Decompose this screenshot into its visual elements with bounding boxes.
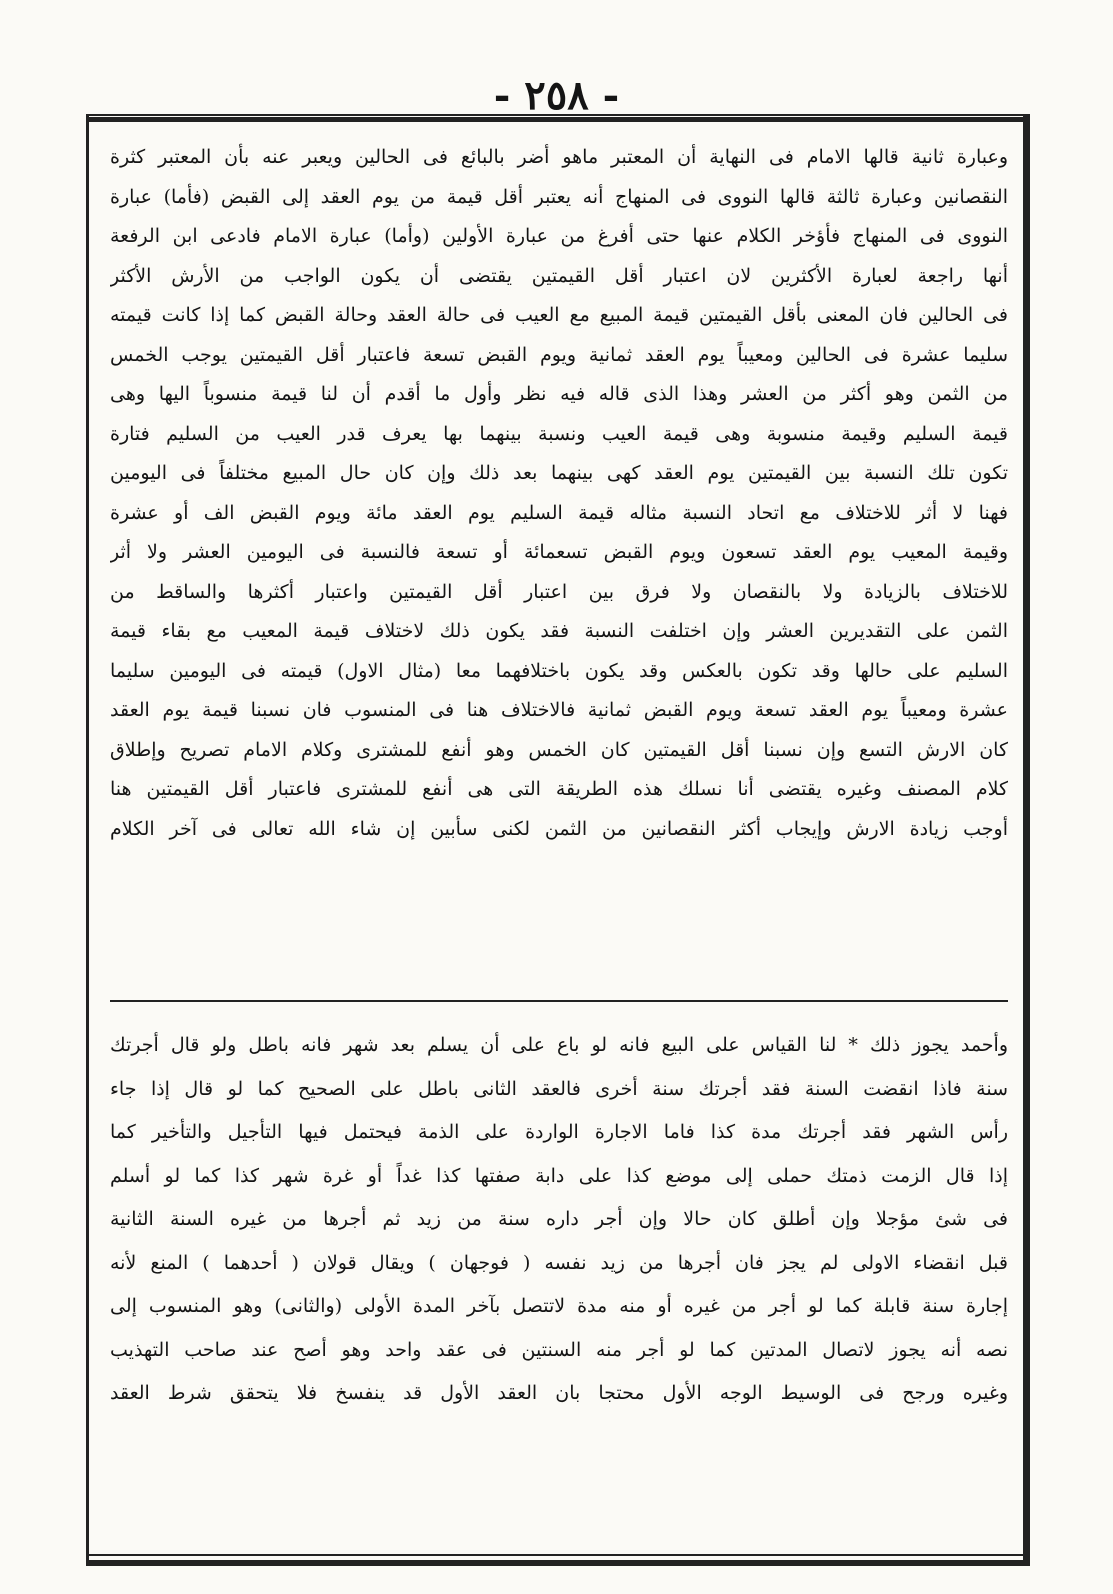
footnote-line: إجارة سنة قابلة كما لو أجر من غيره أو منه مدة لاتتصل بآخر المدة الأولى (والثانى) وهو المنسوب إلى xyxy=(110,1295,1008,1317)
main-line: عشرة ومعيباً يوم العقد تسعة ويوم القبض ثمانية فالاختلاف هنا فى المنسوب فان نسبنا قيمة يوم العقد xyxy=(110,699,1008,721)
main-line: فهنا لا أثر للاختلاف مع اتحاد النسبة مثاله قيمة السليم يوم العقد مائة ويوم القبض الف أو عشرة xyxy=(110,501,1008,524)
main-line: السليم على حالها وقد تكون بالعكس وقد يكون باختلافهما معا (مثال الاول) قيمته فى اليومين سليما xyxy=(110,659,1008,682)
main-line: النقصانين وعبارة ثالثة قالها النووى فى المنهاج أنه يعتبر أقل قيمة من يوم العقد إلى القبض (فأما) عبارة xyxy=(110,185,1008,208)
top-double-rule xyxy=(86,114,1030,122)
footnote-line: فى شئ مؤجلا وإن أطلق كان حالا وإن أجر داره سنة من زيد ثم أجرها من غيره السنة الثانية xyxy=(110,1208,1008,1230)
main-line: سليما عشرة فى الحالين ومعيباً يوم العقد ثمانية ويوم القبض تسعة فاعتبار أقل القيمتين يوجب الخمس xyxy=(110,343,1008,366)
footnote-text xyxy=(110,1024,1008,1416)
footnote-line: قبل انقضاء الاولى لم يجز فان أجرها من زيد نفسه ( فوجهان ) ويقال قولان ( أحدهما ) المنع لأنه xyxy=(110,1251,1008,1274)
main-line: فى الحالين فان المعنى بأقل القيمتين قيمة المبيع مع العيب فى حالة العقد وحالة القبض كما إذا كانت قيمته xyxy=(110,304,1008,326)
main-line: الثمن على التقديرين العشر وإن اختلفت النسبة فقد يكون ذلك لاختلاف قيمة المعيب مع بقاء قيمة xyxy=(110,620,1008,642)
main-line: أنها راجعة لعبارة الأكثرين لان اعتبار أقل القيمتين يقتضى أن يكون الواجب من الأرش الأكثر xyxy=(110,264,1008,287)
footnote-line: نصه أنه يجوز لاتصال المدتين كما لو أجر منه السنتين فى عقد واحد وهو أصح عند صاحب التهذيب xyxy=(110,1338,1008,1361)
main-line: كلام المصنف وغيره يقتضى أنا نسلك هذه الطريقة التى هى أنفع للمشترى فاعتبار أقل القيمتين هنا xyxy=(110,778,1008,800)
main-line: أوجب زيادة الارش وإيجاب أكثر النقصانين من الثمن لكنى سأبين إن شاء الله تعالى فى آخر الكلام xyxy=(110,817,1008,840)
main-line: تكون تلك النسبة بين القيمتين يوم العقد كهى بينهما بعد ذلك وإن كان حال المبيع مختلفاً فى اليومين xyxy=(110,462,1008,484)
page-number: - ٢٥٨ - xyxy=(493,72,620,119)
footnote-divider xyxy=(110,1000,1008,1002)
main-line: قيمة السليم وقيمة منسوبة وهى قيمة العيب ونسبة بينهما بها يعرف قدر العيب من السليم فتارة xyxy=(110,422,1008,445)
main-line: للاختلاف بالزيادة ولا بالنقصان ولا فرق بين اعتبار أقل القيمتين واعتبار أكثرها والساقط من xyxy=(110,580,1008,603)
footnote-line: سنة فاذا انقضت السنة فقد أجرتك سنة أخرى فالعقد الثانى باطل على الصحيح كما لو قال إذا جاء xyxy=(110,1077,1008,1100)
main-line: النووى فى المنهاج فأؤخر الكلام عنها حتى أفرغ من عبارة الأولين (وأما) عبارة الامام فادعى ابن الرفعة xyxy=(110,225,1008,247)
main-text xyxy=(110,138,1008,849)
footnote-line: وأحمد يجوز ذلك * لنا القياس على البيع فانه لو باع على أن يسلم بعد شهر فانه باطل ولو قال أجرتك xyxy=(110,1034,1008,1056)
footnote-line: رأس الشهر فقد أجرتك مدة كذا فاما الاجارة الواردة على الذمة فيحتمل فيها التأجيل والتأخير كما xyxy=(110,1121,1008,1143)
bottom-double-rule xyxy=(86,1554,1030,1566)
footnote-line: وغيره ورجح فى الوسيط الوجه الأول محتجا بان العقد الأول قد ينفسخ فلا يتحقق شرط العقد xyxy=(110,1382,1008,1404)
main-line: وقيمة المعيب يوم العقد تسعون ويوم القبض تسعمائة أو تسعة فالنسبة فى اليومين العشر ولا أثر xyxy=(110,541,1008,563)
main-line: وعبارة ثانية قالها الامام فى النهاية أن المعتبر ماهو أضر بالبائع فى الحالين ويعبر عنه بأن المعتبر كثرة xyxy=(110,146,1008,168)
footnote-line: إذا قال الزمت ذمتك حملى إلى موضع كذا على دابة صفتها كذا غداً أو غرة شهر كذا كما لو أسلم xyxy=(110,1164,1008,1187)
main-line: كان الارش التسع وإن نسبنا أقل القيمتين كان الخمس وهو أنفع للمشترى وكلام الامام تصريح وإطلاق xyxy=(110,738,1008,761)
main-line: من الثمن وهو أكثر من العشر وهذا الذى قاله فيه نظر وأول ما أقدم أن لنا قيمة منسوباً اليها وهى xyxy=(110,383,1008,405)
